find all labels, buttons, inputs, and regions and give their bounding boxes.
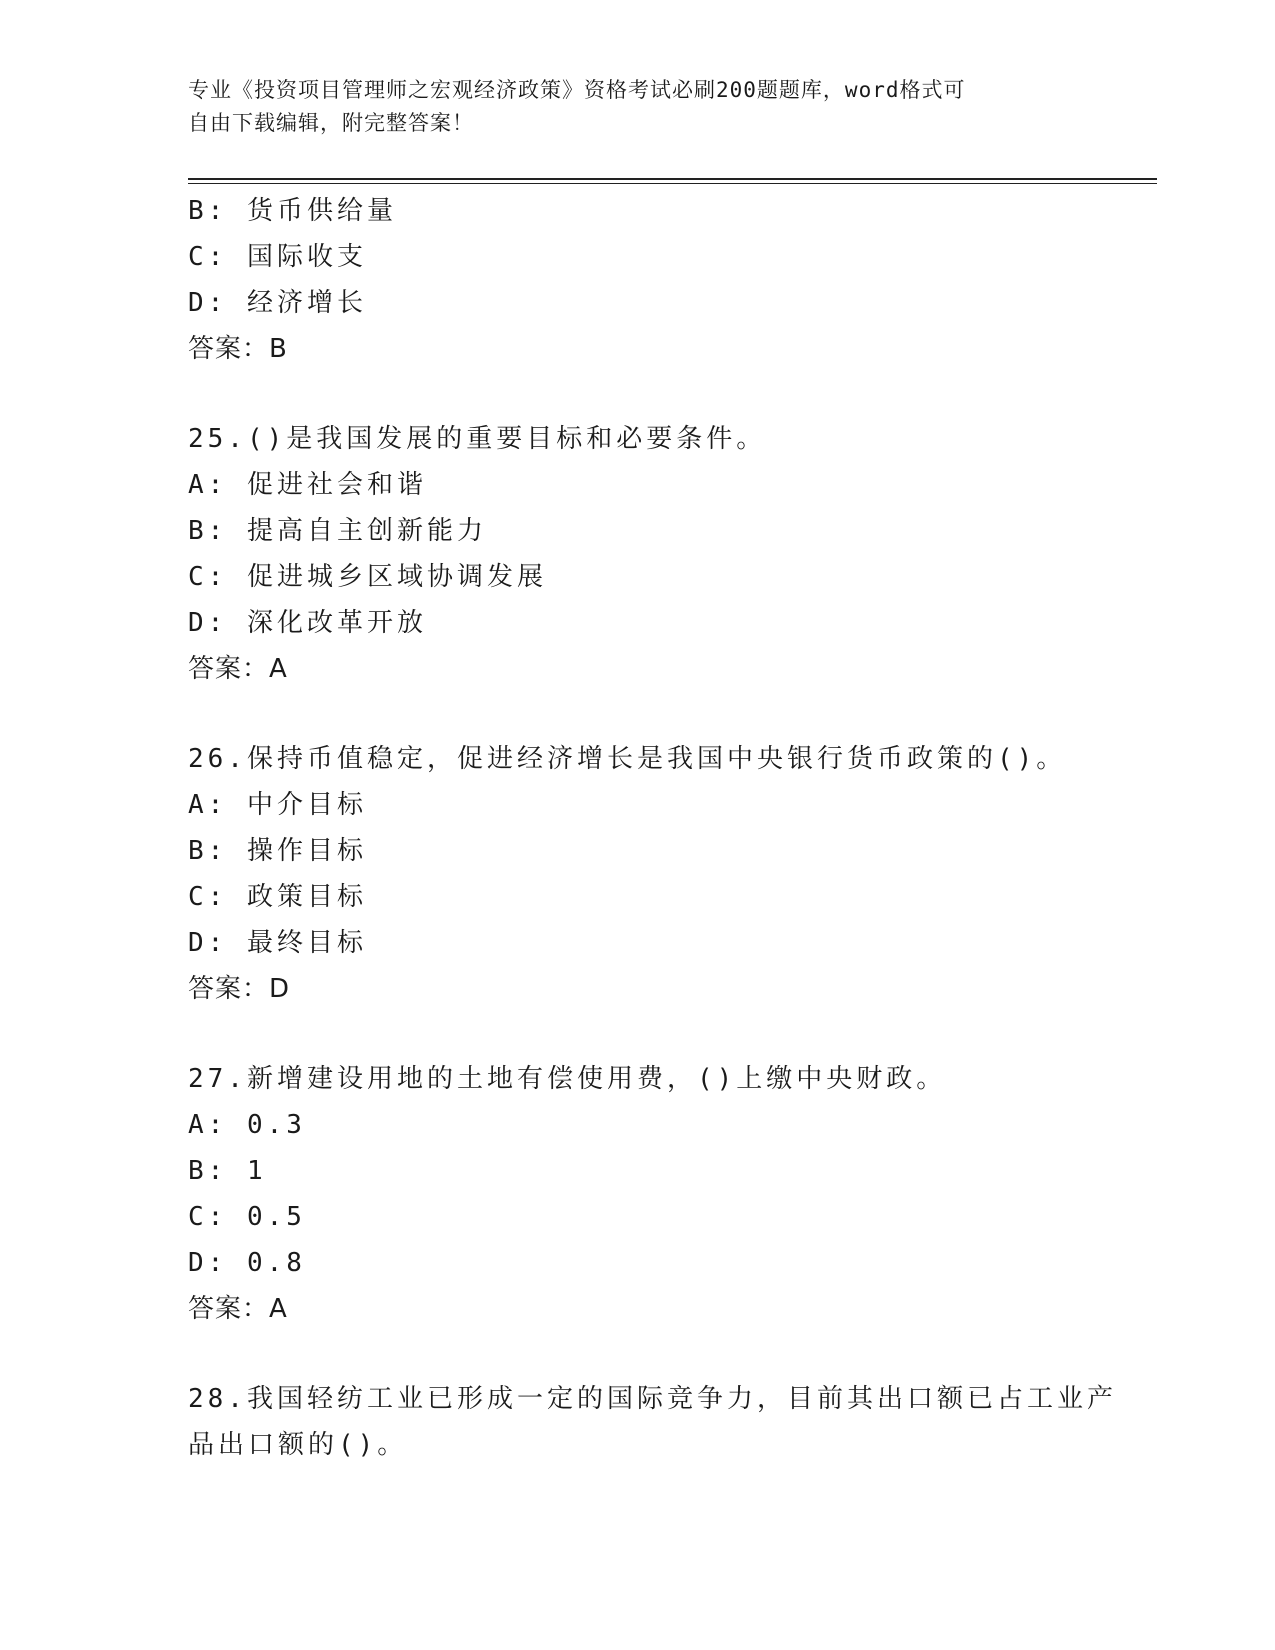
- question-stem: 25.()是我国发展的重要目标和必要条件。: [188, 424, 767, 454]
- option-d: D: 深化改革开放: [188, 608, 427, 638]
- document-header: [188, 74, 1088, 140]
- option-c: C: 0.5: [188, 1202, 306, 1232]
- question-25: [188, 416, 1088, 692]
- question-spacer: [188, 692, 1088, 736]
- question-stem-line-2: 品出口额的()。: [188, 1430, 408, 1460]
- option-b: B: 操作目标: [188, 836, 367, 866]
- option-a: A: 0.3: [188, 1110, 306, 1140]
- question-spacer: [188, 1332, 1088, 1376]
- option-a: A: 中介目标: [188, 790, 367, 820]
- option-b: B: 货币供给量: [188, 196, 397, 226]
- answer-label: 答案：B: [188, 334, 288, 364]
- question-spacer: [188, 372, 1088, 416]
- answer-label: 答案：A: [188, 654, 288, 684]
- question-stem: 26.保持币值稳定，促进经济增长是我国中央银行货币政策的()。: [188, 744, 1067, 774]
- answer-label: 答案：D: [188, 974, 291, 1004]
- option-d: D: 0.8: [188, 1248, 306, 1278]
- question-stem-line-1: 28.我国轻纺工业已形成一定的国际竞争力，目前其出口额已占工业产: [188, 1384, 1117, 1414]
- header-divider-thick: [188, 178, 1157, 180]
- question-stem: 27.新增建设用地的土地有偿使用费，()上缴中央财政。: [188, 1064, 947, 1094]
- option-c: C: 国际收支: [188, 242, 367, 272]
- option-b: B: 提高自主创新能力: [188, 516, 487, 546]
- header-title-line-1: 专业《投资项目管理师之宏观经济政策》资格考试必刷200题题库，word格式可: [188, 78, 966, 102]
- question-list: [188, 188, 1117, 1468]
- question-26: [188, 736, 1088, 1012]
- option-d: D: 最终目标: [188, 928, 367, 958]
- option-a: A: 促进社会和谐: [188, 470, 427, 500]
- option-c: C: 促进城乡区域协调发展: [188, 562, 547, 592]
- header-title-line-2: 自由下载编辑，附完整答案！: [188, 111, 474, 135]
- option-b: B: 1: [188, 1156, 267, 1186]
- header-divider-thin: [188, 183, 1157, 184]
- question-27: [188, 1056, 1088, 1332]
- option-c: C: 政策目标: [188, 882, 367, 912]
- question-spacer: [188, 1012, 1088, 1056]
- option-d: D: 经济增长: [188, 288, 367, 318]
- question-24: [188, 188, 1088, 372]
- question-28: [188, 1376, 1117, 1468]
- answer-label: 答案：A: [188, 1294, 288, 1324]
